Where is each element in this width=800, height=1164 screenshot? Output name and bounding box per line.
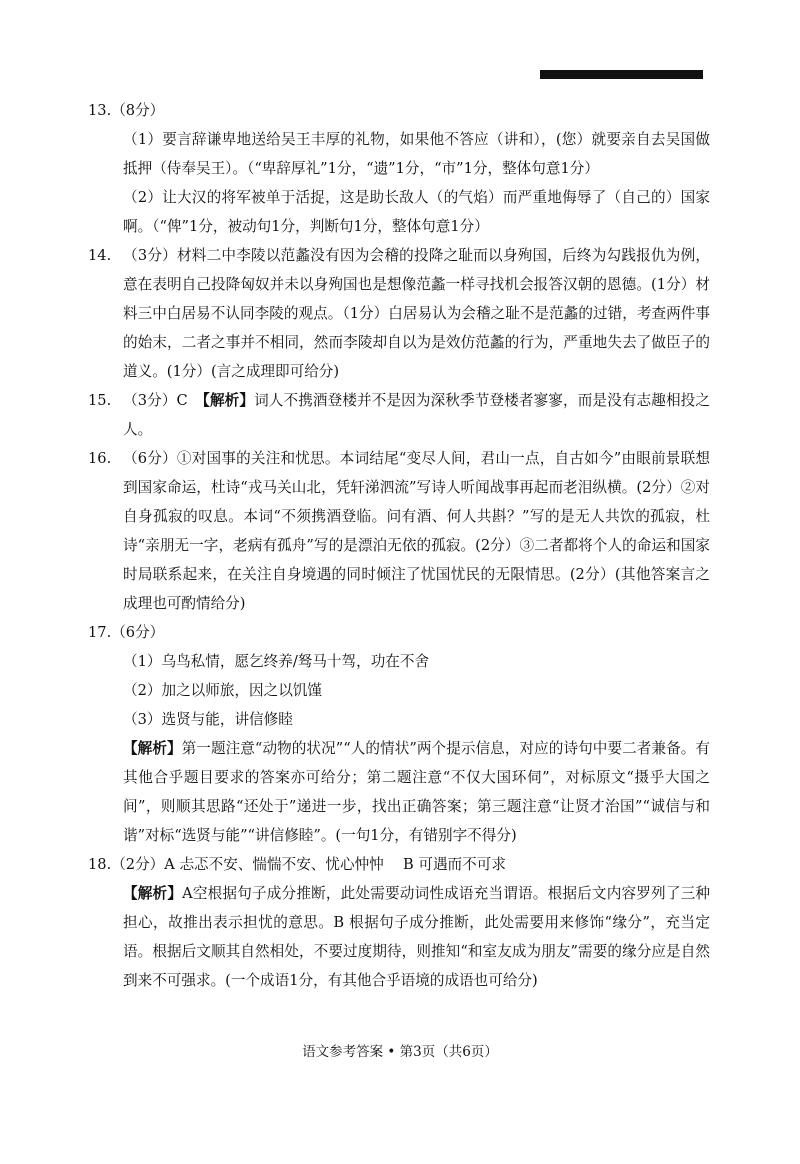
question-16-number: 16. — [88, 450, 112, 467]
question-13-heading: 13.（8分） — [88, 102, 165, 119]
question-13 — [88, 96, 710, 241]
header-bar — [540, 70, 703, 79]
question-16 — [88, 444, 710, 618]
question-17-answer-2: （2）加之以师旅，因之以饥馑 — [123, 682, 323, 699]
question-17-analysis: 第一题注意“动物的状况”“人的情状”两个提示信息，对应的诗句中要二者兼备。有其他合乎题目要求的答案亦可给分；第二题注意“不仅大国环伺”，对标原文“摄乎大国之间”，则顺其思路“还处于”递进一步，找出正确答案；第三题注意“让贤才治国”“诚信与和谐”对标“选贤与能”“讲信修睦”。(一句1分，有错别字不得分) — [123, 740, 710, 844]
question-18-analysis-block — [123, 879, 710, 995]
question-13-answer-1: （1）要言辞谦卑地送给吴王丰厚的礼物，如果他不答应（讲和），(您）就要亲自去吴国做抵押（侍奉吴王）。（“卑辞厚礼”1分，“遗”1分，“市”1分，整体句意1分） — [123, 131, 710, 177]
answer-content — [88, 96, 710, 995]
page-footer: 语文参考答案 • 第3页（共6页） — [302, 1044, 498, 1060]
question-15-analysis: 词人不携酒登楼并不是因为深秋季节登楼者寥寥，而是没有志趣相投之人。 — [123, 392, 710, 438]
question-18-analysis-tag: 【解析】 — [123, 885, 183, 902]
question-17-analysis-block — [123, 734, 710, 850]
question-17-answer-3: （3）选贤与能，讲信修睦 — [123, 711, 293, 728]
question-15-answer — [123, 386, 710, 444]
question-18-heading: 18.（2分）A 忐忑不安、惴惴不安、忧心忡忡 B 可遇而不可求 — [88, 856, 506, 873]
question-14 — [88, 241, 710, 386]
question-13-answer-2: （2）让大汉的将军被单于活捉，这是助长敌人（的气焰）而严重地侮辱了（自己的）国家啊。（“俾”1分，被动句1分，判断句1分，整体句意1分） — [123, 189, 710, 235]
question-15-analysis-tag: 【解析】 — [202, 392, 255, 409]
question-14-answer: （3分）材料二中李陵以范蠡没有因为会稽的投降之耻而以身殉国，后终为勾践报仇为例，意在表明自己投降匈奴并未以身殉国也是想像范蠡一样寻找机会报答汉朝的恩德。(1分）材料三中白居易不认同李陵的观点。（1分）白居易认为会稽之耻不是范蠡的过错，考查两件事的始末，二者之事并不相同，然而李陵却自以为是效仿范蠡的行为，严重地失去了做臣子的道义。(1分）(言之成理即可给分) — [123, 247, 710, 380]
question-17 — [88, 618, 710, 850]
question-16-answer: （6分）①对国事的关注和忧思。本词结尾“变尽人间，君山一点，自古如今”由眼前景联想到国家命运，杜诗“戎马关山北，凭轩涕泗流”写诗人听闻战事再起而老泪纵横。(2分）②对自身孤寂的叹息。本词“不须携酒登临。问有酒、何人共斟？”写的是无人共饮的孤寂，杜诗“亲朋无一字，老病有孤舟”写的是漂泊无依的孤寂。(2分）③二者都将个人的命运和国家时局联系起来，在关注自身境遇的同时倾注了忧国忧民的无限情思。(2分）(其他答案言之成理也可酌情给分) — [123, 450, 710, 612]
question-18-analysis: A空根据句子成分推断，此处需要动词性成语充当谓语。根据后文内容罗列了三种担心，故推出表示担忧的意思。B 根据句子成分推断，此处需要用来修饰“缘分”，充当定语。根据后文顺其自然相处，不要过度期待，则推知“和室友成为朋友”需要的缘分应是自然到来不可强求。(一个成语1分，有其他合乎语境的成语也可给分) — [123, 885, 710, 989]
question-14-number: 14. — [88, 247, 112, 264]
question-18 — [88, 850, 710, 995]
question-15-score: （3分）C — [123, 392, 188, 409]
question-15-number: 15. — [88, 392, 112, 409]
question-17-analysis-tag: 【解析】 — [123, 740, 182, 757]
question-17-answer-1: （1）乌鸟私情，愿乞终养/驽马十驾，功在不舍 — [123, 653, 430, 670]
question-15 — [88, 386, 710, 444]
question-17-heading: 17.（6分） — [88, 624, 165, 641]
